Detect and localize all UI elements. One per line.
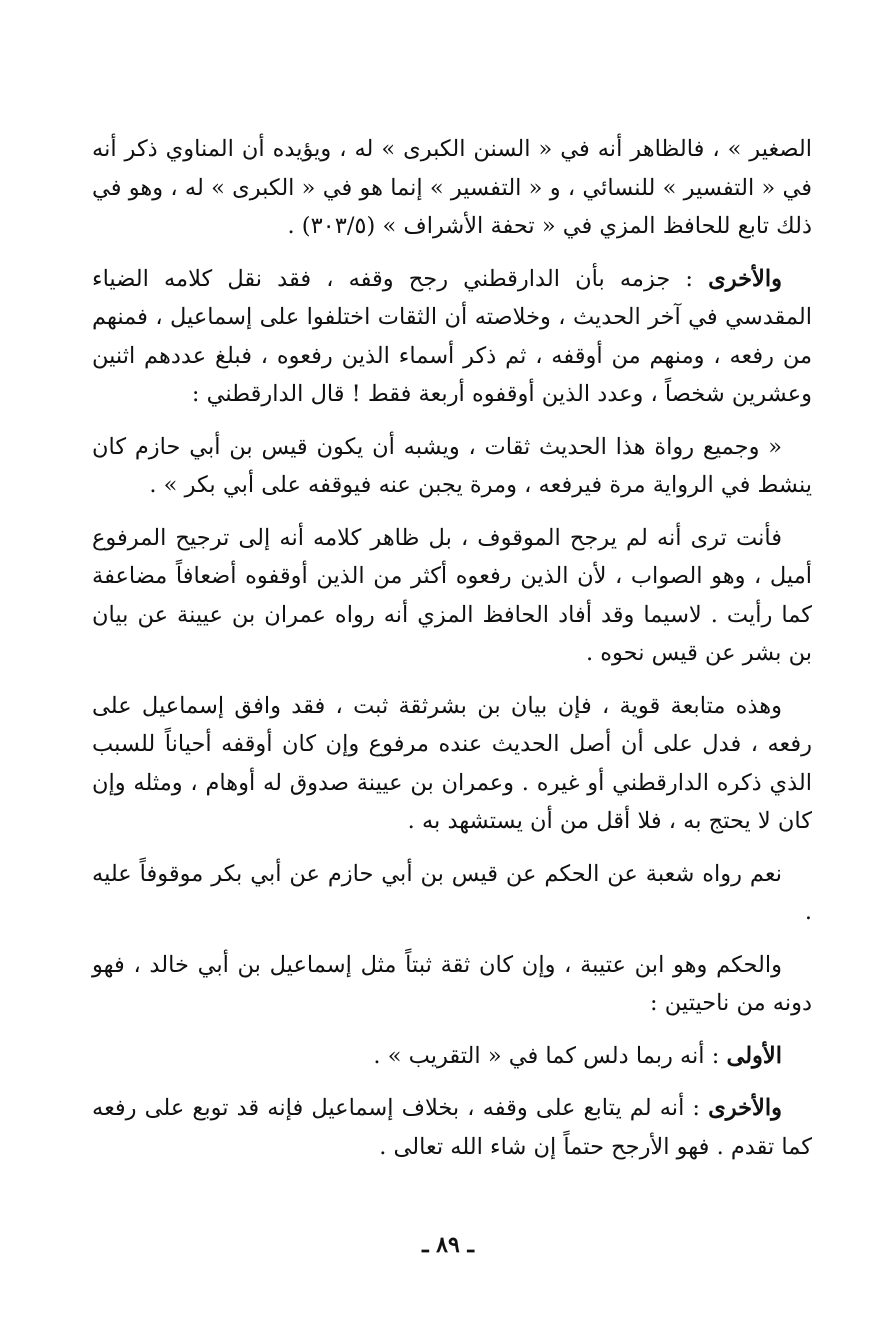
paragraph-1-text: الصغير » ، فالظاهر أنه في « السنن الكبرى » له ، ويؤيده أن المناوي ذكر أنه في « التفسير » للنسائي ، و « التفسير » إنما هو في « الكبرى » له ، وهو في ذلك تابع للحافظ المزي في « تحفة الأشراف » (٣٠٣/٥) . (92, 136, 812, 239)
paragraph-2 (92, 260, 812, 414)
paragraph-4-text: فأنت ترى أنه لم يرجح الموقوف ، بل ظاهر كلامه أنه إلى ترجيح المرفوع أميل ، وهو الصواب ، لأن الذين رفعوه أكثر من الذين أوقفوه أضعافاً مضاعفة كما رأيت . لاسيما وقد أفاد الحافظ المزي أنه رواه عمران بن عيينة عن بيان بن بشر عن قيس نحوه . (92, 524, 812, 666)
paragraph-8 (92, 1037, 812, 1076)
page-number: ـ ٨٩ ـ (422, 1232, 474, 1258)
paragraph-6 (92, 855, 812, 932)
paragraph-6-text: نعم رواه شعبة عن الحكم عن قيس بن أبي حازم عن أبي بكر موقوفاً عليه . (92, 860, 812, 925)
page-body (92, 130, 812, 1180)
paragraph-5 (92, 687, 812, 841)
paragraph-2-lead: والأخرى (708, 265, 782, 292)
paragraph-8-text: : أنه ربما دلس كما في « التقريب » . (373, 1042, 727, 1069)
paragraph-8-lead: الأولى (726, 1042, 782, 1069)
paragraph-3-quote (92, 428, 812, 505)
paragraph-7 (92, 946, 812, 1023)
paragraph-4 (92, 519, 812, 673)
paragraph-9-text: : أنه لم يتابع على وقفه ، بخلاف إسماعيل فإنه قد توبع على رفعه كما تقدم . فهو الأرجح حتماً إن شاء الله تعالى . (92, 1095, 812, 1160)
paragraph-7-text: والحكم وهو ابن عتيبة ، وإن كان ثقة ثبتاً مثل إسماعيل بن أبي خالد ، فهو دونه من ناحيتين : (92, 951, 812, 1016)
paragraph-9 (92, 1089, 812, 1166)
paragraph-1 (92, 130, 812, 246)
paragraph-5-text: وهذه متابعة قوية ، فإن بيان بن بشرثقة ثبت ، فقد وافق إسماعيل على رفعه ، فدل على أن أصل الحديث عنده مرفوع وإن كان أوقفه أحياناً للسبب الذي ذكره الدارقطني أو غيره . وعمران بن عيينة صدوق له أوهام ، ومثله وإن كان لا يحتج به ، فلا أقل من أن يستشهد به . (92, 692, 812, 834)
paragraph-2-text: : جزمه بأن الدارقطني رجح وقفه ، فقد نقل كلامه الضياء المقدسي في آخر الحديث ، وخلاصته أن الثقات اختلفوا على إسماعيل ، فمنهم من رفعه ، ومنهم من أوقفه ، ثم ذكر أسماء الذين رفعوه ، فبلغ عددهم اثنين وعشرين شخصاً ، وعدد الذين أوقفوه أربعة فقط ! قال الدارقطني : (92, 265, 812, 407)
paragraph-3-text: « وجميع رواة هذا الحديث ثقات ، ويشبه أن يكون قيس بن أبي حازم كان ينشط في الرواية مرة فيرفعه ، ومرة يجبن عنه فيوقفه على أبي بكر » . (92, 433, 812, 498)
paragraph-9-lead: والأخرى (708, 1095, 782, 1121)
